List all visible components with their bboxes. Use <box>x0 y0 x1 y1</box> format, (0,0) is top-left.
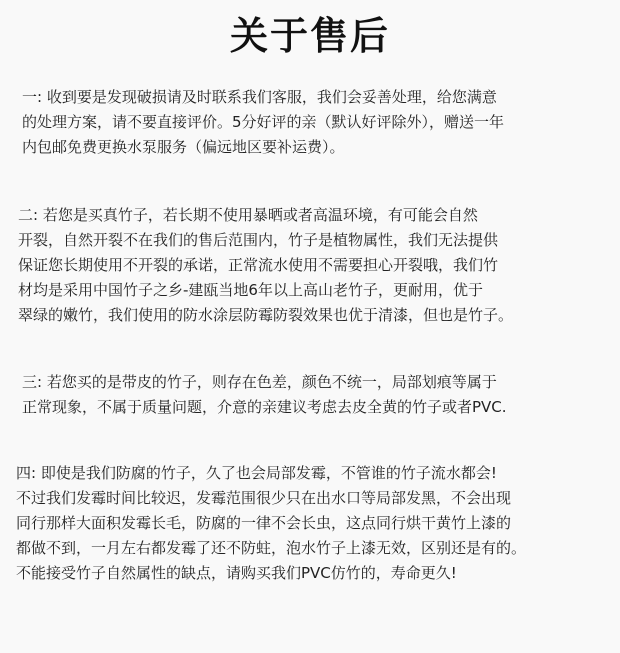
section-two-line: 保证您长期使用不开裂的承诺，正常流水使用不需要担心开裂哦，我们竹 <box>18 256 499 274</box>
section-four-line: 不能接受竹子自然属性的缺点，请购买我们PVC仿竹的，寿命更久! <box>16 564 457 582</box>
section-two-line: 材均是采用中国竹子之乡-建瓯当地6年以上高山老竹子，更耐用，优于 <box>18 281 483 299</box>
section-four-line: 同行那样大面积发霉长毛，防腐的一律不会长虫，这点同行烘干黄竹上漆的 <box>16 514 512 532</box>
section-two-line: 翠绿的嫩竹，我们使用的防水涂层防霉防裂效果也优于清漆，但也是竹子。 <box>18 306 514 324</box>
section-two <box>18 203 513 328</box>
section-three-line: 三: 若您买的是带皮的竹子，则存在色差，颜色不统一，局部划痕等属于 <box>22 373 497 391</box>
page-title: 关于售后 <box>229 14 390 58</box>
section-four-line: 都做不到，一月左右都发霉了还不防蛀，泡水竹子上漆无效，区别还是有的。 <box>16 539 527 557</box>
section-one-line: 的处理方案，请不要直接评价。5分好评的亲（默认好评除外），赠送一年 <box>22 113 505 131</box>
section-two-line: 开裂，自然开裂不在我们的售后范围内，竹子是植物属性，我们无法提供 <box>18 231 499 249</box>
section-four-line: 四: 即使是我们防腐的竹子，久了也会局部发霉，不管谁的竹子流水都会! <box>16 464 497 482</box>
section-four <box>16 461 526 586</box>
section-three-line: 正常现象，不属于质量问题，介意的亲建议考虑去皮全黄的竹子或者PVC. <box>22 398 507 416</box>
section-one <box>22 85 504 160</box>
section-one-line: 内包邮免费更换水泵服务（偏远地区要补运费）。 <box>22 138 345 156</box>
section-three <box>22 370 507 420</box>
section-two-line: 二: 若您是买真竹子，若长期不使用暴晒或者高温环境，有可能会自然 <box>18 206 478 224</box>
section-one-line: 一: 收到要是发现破损请及时联系我们客服，我们会妥善处理，给您满意 <box>22 88 497 106</box>
section-four-line: 不过我们发霉时间比较迟，发霉范围很少只在出水口等局部发黑，不会出现 <box>16 489 512 507</box>
